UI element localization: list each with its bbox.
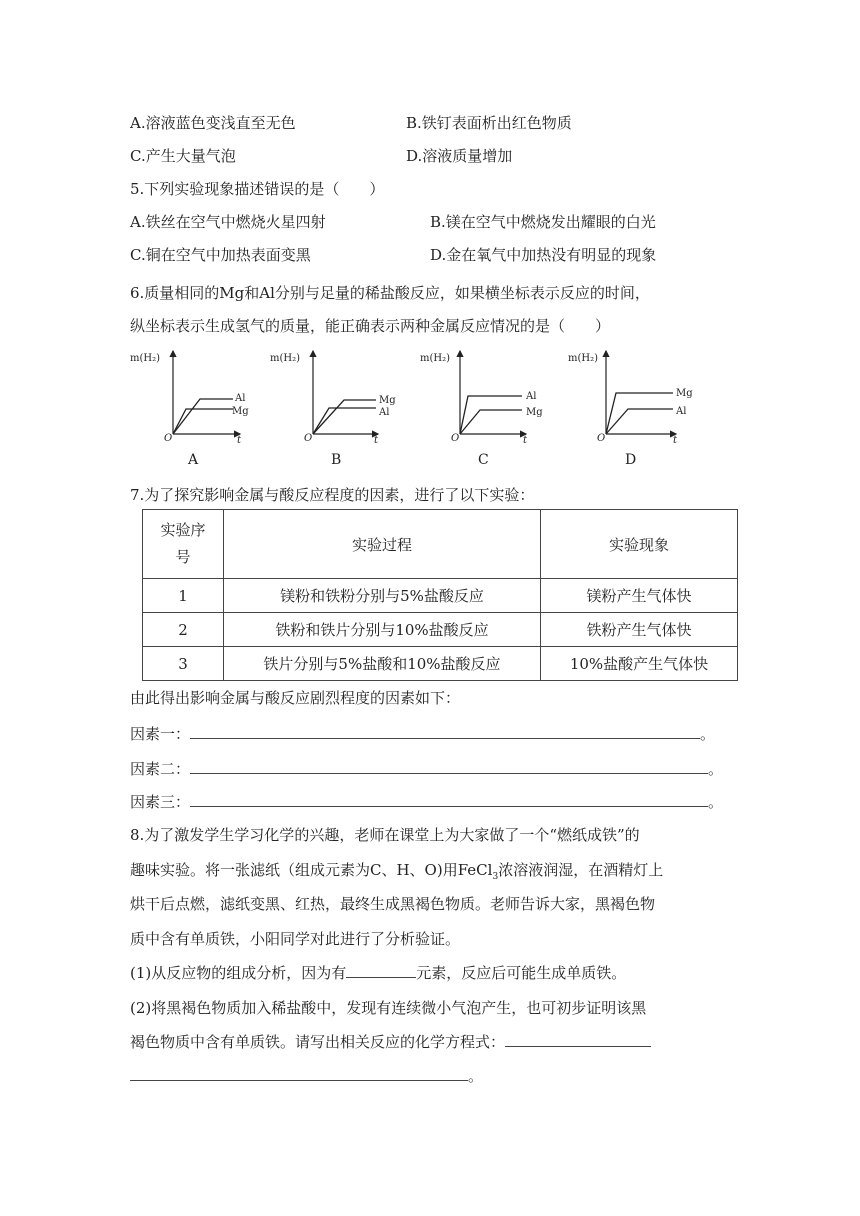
q5-option-c: C.铜在空气中加热表面变黑 (130, 246, 311, 264)
factor-1-line (130, 724, 715, 744)
table-header-row (143, 510, 738, 579)
q6-graph-options (128, 345, 693, 468)
table-row (143, 579, 738, 613)
header-seq (143, 510, 224, 579)
factor-3-label: 因素三： (130, 793, 191, 811)
header-process: 实验过程 (224, 510, 541, 579)
q4-option-d: D.溶液质量增加 (406, 147, 513, 165)
row3-seq: 3 (143, 647, 224, 681)
graph-d-lower-series: Al (676, 406, 687, 417)
graph-a (130, 351, 249, 468)
q4-option-b: B.铁钉表面析出红色物质 (406, 114, 572, 132)
factor-3-line (130, 792, 723, 812)
graph-c-y-label: m(H₂) (420, 353, 451, 364)
factor-2-line (130, 759, 723, 779)
q8-line2-post: 浓溶液润湿，在酒精灯上 (498, 861, 664, 879)
row3-phenomenon: 10%盐酸产生气体快 (541, 647, 738, 681)
q8-line3: 烘干后点燃，滤纸变黑、红热，最终生成黑褐色物质。老师告诉大家，黑褐色物 (130, 895, 656, 913)
graph-b-x-label: t (374, 435, 379, 446)
graph-a-label: A (188, 452, 199, 468)
graph-a-lower-series: Mg (232, 406, 249, 417)
q5-option-a: A.铁丝在空气中燃烧火星四射 (130, 213, 326, 231)
q8-line4: 质中含有单质铁，小阳同学对此进行了分析验证。 (130, 930, 461, 948)
header-phenomenon: 实验现象 (541, 510, 738, 579)
q8-part1-post: 元素，反应后可能生成单质铁。 (416, 964, 627, 982)
q7-conclusion: 由此得出影响金属与酸反应剧烈程度的因素如下： (130, 689, 461, 707)
q8-part2-line2-text: 褐色物质中含有单质铁。请写出相关反应的化学方程式： (130, 1033, 506, 1051)
graph-a-upper-series: Al (235, 393, 246, 404)
q8-part1-pre: (1)从反应物的组成分析，因为有 (130, 964, 347, 982)
q8-part2-line2 (130, 1032, 651, 1052)
table-row (143, 647, 738, 681)
graph-a-y-label: m(H₂) (130, 353, 161, 364)
row1-phenomenon: 镁粉产生气体快 (541, 579, 738, 613)
graph-d-y-label: m(H₂) (568, 353, 599, 364)
graph-a-origin: O (164, 433, 173, 444)
graph-b-y-label: m(H₂) (270, 353, 301, 364)
q8-equation-blank-1[interactable] (505, 1032, 651, 1047)
graph-a-x-label: t (237, 435, 242, 446)
graph-c-lower-series: Mg (526, 407, 543, 418)
graph-b-origin: O (304, 433, 313, 444)
graph-c-upper-series: Al (526, 391, 537, 402)
factor-2-end: 。 (708, 760, 724, 778)
factor-2-blank[interactable] (190, 759, 708, 774)
graph-d-upper-series: Mg (676, 388, 693, 399)
q8-end: 。 (468, 1067, 484, 1085)
q6-stem-line2: 纵坐标表示生成氢气的质量，能正确表示两种金属反应情况的是（ ） (130, 317, 611, 335)
row2-phenomenon: 铁粉产生气体快 (541, 613, 738, 647)
row2-process: 铁粉和铁片分别与10%盐酸反应 (224, 613, 541, 647)
graph-b-label: B (331, 452, 342, 468)
q8-part1-blank[interactable] (346, 963, 416, 978)
q5-stem: 5.下列实验现象描述错误的是（ ） (130, 180, 385, 198)
experiment-table (142, 509, 738, 681)
q8-part1 (130, 963, 626, 983)
q4-option-a: A.溶液蓝色变浅直至无色 (130, 114, 296, 132)
graph-c-origin: O (451, 433, 460, 444)
row2-seq: 2 (143, 613, 224, 647)
factor-2-label: 因素二： (130, 760, 191, 778)
graph-d-origin: O (597, 433, 606, 444)
q8-line1: 8.为了激发学生学习化学的兴趣，老师在课堂上为大家做了一个“燃纸成铁”的 (130, 826, 640, 844)
q8-equation-blank-2[interactable] (130, 1066, 468, 1081)
factor-3-end: 。 (708, 793, 724, 811)
header-seq-line2: 号 (175, 548, 191, 566)
row1-seq: 1 (143, 579, 224, 613)
factor-1-blank[interactable] (190, 724, 700, 739)
graph-b-upper-series: Mg (379, 395, 396, 406)
q4-option-c: C.产生大量气泡 (130, 147, 236, 165)
q6-stem-line1: 6.质量相同的Mg和Al分别与足量的稀盐酸反应，如果横坐标表示反应的时间， (130, 284, 650, 302)
graph-b (270, 351, 396, 468)
q8-part2-line1: (2)将黑褐色物质加入稀盐酸中，发现有连续微小气泡产生，也可初步证明该黑 (130, 999, 647, 1017)
q5-option-d: D.金在氧气中加热没有明显的现象 (430, 246, 657, 264)
table-row (143, 613, 738, 647)
graph-d-x-label: t (673, 435, 678, 446)
q8-line2-sub: 3 (492, 872, 499, 882)
row1-process: 镁粉和铁粉分别与5%盐酸反应 (224, 579, 541, 613)
q5-option-b: B.镁在空气中燃烧发出耀眼的白光 (430, 213, 656, 231)
q7-stem: 7.为了探究影响金属与酸反应程度的因素，进行了以下实验： (130, 486, 535, 504)
factor-3-blank[interactable] (190, 792, 708, 807)
graph-c (420, 351, 543, 468)
q8-line2 (130, 860, 663, 887)
graph-b-lower-series: Al (379, 407, 390, 418)
header-seq-line1: 实验序 (160, 521, 206, 539)
q8-part2-line3 (130, 1066, 483, 1086)
q8-line2-pre: 趣味实验。将一张滤纸（组成元素为C、H、O)用FeCl (130, 861, 493, 879)
graph-d-label: D (625, 452, 637, 468)
row3-process: 铁片分别与5%盐酸和10%盐酸反应 (224, 647, 541, 681)
graph-c-label: C (478, 452, 489, 468)
factor-1-end: 。 (700, 725, 716, 743)
factor-1-label: 因素一： (130, 725, 191, 743)
graph-c-x-label: t (523, 435, 528, 446)
graph-d (568, 351, 693, 468)
